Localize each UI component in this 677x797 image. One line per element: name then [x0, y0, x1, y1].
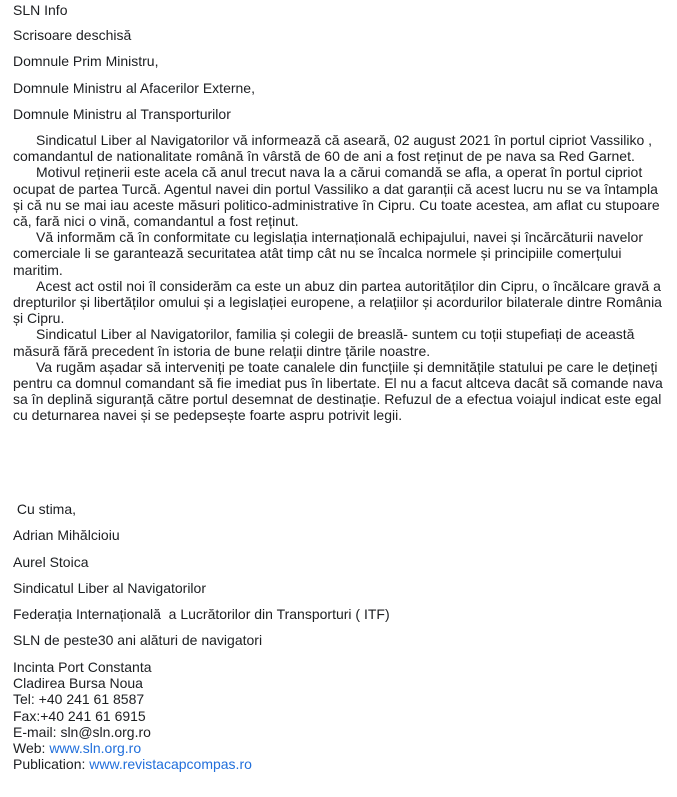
- address-line-1: Incinta Port Constanta: [13, 659, 152, 675]
- letter-type: Scrisoare deschisă: [13, 27, 132, 43]
- web-link[interactable]: www.sln.org.ro: [49, 740, 142, 757]
- contact-block: [13, 659, 252, 772]
- fax: Fax:+40 241 61 6915: [13, 707, 146, 724]
- paragraph-1: Sindicatul Liber al Navigatorilor vă informează că aseară, 02 august 2021 în portul cipriot Vassiliko , comandantul de nationalitate română în vârstă de 60 de ani a fost reținut de pe nava sa Red Garnet.: [13, 132, 653, 165]
- web-label: Web:: [13, 740, 50, 757]
- paragraph-4: Acest act ostil noi îl considerăm ca este un abuz din partea autorităților din Cipru, o încălcare gravă a drepturilor și libertăților omului și a legislației europene, a relațiilor și acordurilor bilaterale dintre România și Cipru.: [13, 277, 662, 327]
- email: E-mail: sln@sln.org.ro: [13, 723, 151, 740]
- address-line-2: Cladirea Bursa Noua: [13, 675, 143, 692]
- closing: Cu stima,: [13, 501, 77, 517]
- letter-body: [13, 132, 665, 424]
- organization-sln: Sindicatul Liber al Navigatorilor: [13, 580, 206, 596]
- publication-link[interactable]: www.revistacapcompas.ro: [89, 756, 252, 773]
- salutation-prime-minister: Domnule Prim Ministru,: [13, 53, 159, 69]
- tagline: SLN de peste30 ani alături de navigatori: [13, 632, 263, 648]
- publication-label: Publication:: [13, 756, 90, 773]
- source-label: SLN Info: [13, 2, 68, 18]
- paragraph-6: Va rugăm așadar să interveniți pe toate canalele din funcțiile și demnitățile statului pe care le dețineți pentru ca domnul comandant să fie imediat pus în libertate. El nu a facut altceva dacât să comande nava sa în deplină siguranță către portul desemnat de destinație. Refuzul de a efectua voiajul indicat este egal cu deturnarea navei și se pedepsește foarte aspru potrivit legii.: [13, 358, 663, 424]
- salutation-foreign-minister: Domnule Ministru al Afacerilor Externe,: [13, 80, 255, 96]
- paragraph-2: Motivul reținerii este acela că anul trecut nava la a cărui comandă se afla, a operat în portul cipriot ocupat de partea Turcă. Agentul navei din portul Vassiliko a dat garanții că acest lucru nu se va întampla și că nu se mai iau aceste măsuri politico-administrative în Cipru. Cu toate acestea, am aflat cu stupoare că, fară nici o vină, comandantul a fost reținut.: [13, 164, 660, 230]
- paragraph-5: Sindicatul Liber al Navigatorilor, familia și colegii de breaslă- suntem cu toții stupefiați de această măsură fără precedent în istoria de bune relații dintre țările noastre.: [13, 326, 635, 359]
- phone: Tel: +40 241 61 8587: [13, 691, 145, 708]
- signatory-2: Aurel Stoica: [13, 554, 89, 570]
- organization-itf: Federația Internațională a Lucrătorilor din Transporturi ( ITF): [13, 606, 390, 622]
- paragraph-3: Vă informăm că în conformitate cu legislația internațională echipajului, navei și încărcăturii navelor comerciale li se garantează securitatea atât timp cât nu se încalca normele și principiile comerțului maritim.: [13, 229, 643, 278]
- signatory-1: Adrian Mihălcioiu: [13, 527, 120, 543]
- salutation-transport-minister: Domnule Ministru al Transporturilor: [13, 106, 231, 122]
- web-line: [13, 740, 252, 756]
- publication-line: [13, 756, 252, 772]
